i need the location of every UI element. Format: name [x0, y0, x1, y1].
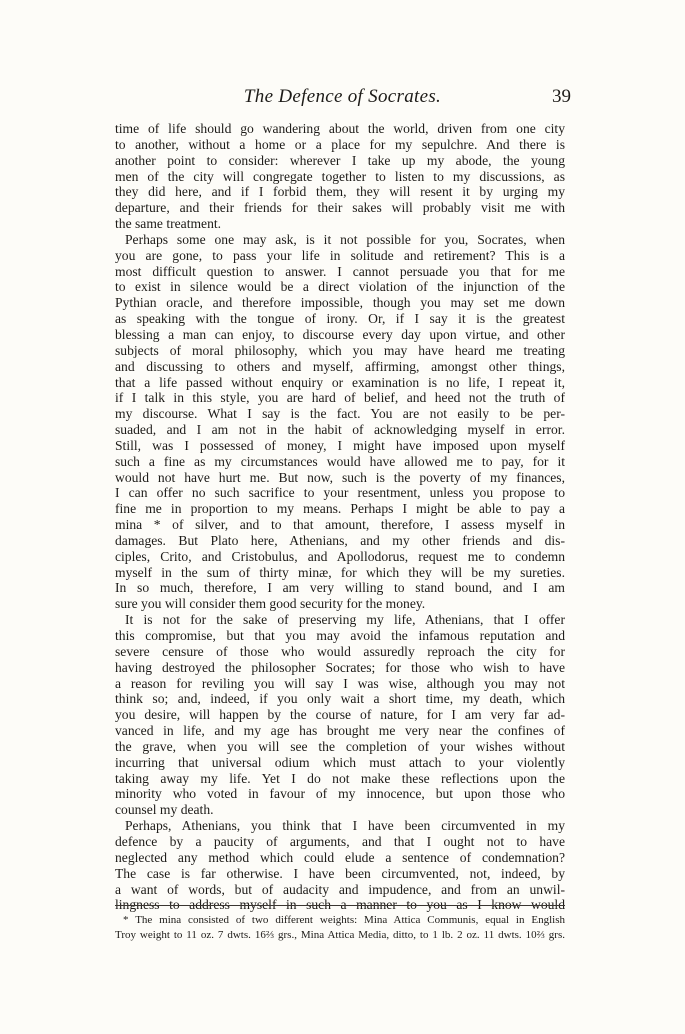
text-line: neglected any method which could elude a sentence of condemnation?: [115, 849, 565, 865]
running-title: The Defence of Socrates.: [243, 86, 442, 107]
text-line: Pythian oracle, and therefore impossible, though you may set me down: [115, 295, 565, 311]
text-line: you desire, will happen by the course of nature, for I am very far ad-: [115, 707, 565, 723]
text-line: another point to consider: wherever I take up my abode, the young: [115, 152, 565, 168]
paragraph-start-line: It is not for the sake of preserving my life, Athenians, that I offer: [125, 612, 565, 628]
text-line: Still, was I possessed of money, I might have imposed upon myself: [115, 437, 565, 453]
text-line: minority who voted in favour of my innocence, but upon those who: [115, 786, 565, 802]
text-line: severe censure of those who would assuredly reproach the city for: [115, 643, 565, 659]
text-line: sure you will consider them good security for the money.: [115, 596, 426, 612]
text-line: they did here, and if I forbid them, they will resent it by urging my: [115, 184, 565, 200]
text-line: the same treatment.: [115, 216, 222, 232]
text-line: suaded, and I am not in the habit of acknowledging myself in error.: [115, 422, 565, 438]
footnote-divider: [115, 905, 565, 906]
page-number: 39: [552, 86, 571, 107]
text-line: and discussing to others and myself, affirming, amongst other things,: [115, 358, 565, 374]
text-line: such a fine as my circumstances would have allowed me to pay, for it: [115, 453, 565, 469]
body-text: [115, 121, 565, 913]
text-line: I can offer no such sacrifice to your resentment, unless you propose to: [115, 485, 565, 501]
text-line: think so; and, indeed, if you only wait a short time, my death, which: [115, 691, 565, 707]
text-line: In so much, therefore, I am very willing to stand bound, and I am: [115, 580, 565, 596]
text-line: if I talk in this style, you are hard of belief, and heed not the truth of: [115, 390, 565, 406]
text-line: would not have hurt me. But now, such is the poverty of my finances,: [115, 469, 565, 485]
text-line: a reason for reviling you will say I was wise, although you may not: [115, 675, 565, 691]
footnote-line: * The mina consisted of two different weights: Mina Attica Communis, equal in English: [123, 914, 565, 926]
footnote: [115, 913, 565, 943]
text-line: taking away my life. Yet I do not make these reflections upon the: [115, 770, 565, 786]
text-line: departure, and their friends for their sakes will probably visit me with: [115, 200, 565, 216]
text-line: to another, without a home or a place for my sepulchre. And there is: [115, 136, 565, 152]
text-line: mina * of silver, and to that amount, therefore, I assess myself in: [115, 517, 565, 533]
text-line: a want of words, but of audacity and impudence, and from an unwil-: [115, 881, 565, 897]
text-line: as speaking with the tongue of irony. Or, if I say it is the greatest: [115, 311, 565, 327]
text-line: most difficult question to answer. I cannot persuade you that for me: [115, 263, 565, 279]
text-line: men of the city will congregate together to listen to my discussions, as: [115, 168, 565, 184]
text-line: to exist in silence would be a direct violation of the injunction of the: [115, 279, 565, 295]
text-line: having destroyed the philosopher Socrates; for those who wish to have: [115, 659, 565, 675]
text-line: you are gone, to pass your life in solitude and retirement? This is a: [115, 247, 565, 263]
text-line: ciples, Crito, and Cristobulus, and Apollodorus, request me to condemn: [115, 548, 565, 564]
paragraph-start-line: Perhaps some one may ask, is it not possible for you, Socrates, when: [125, 231, 565, 247]
text-line: myself in the sum of thirty minæ, for which they will be my sureties.: [115, 564, 565, 580]
page-header: [0, 86, 685, 112]
text-line: subjects of moral philosophy, which you may have heard me treating: [115, 342, 565, 358]
text-line: counsel my death.: [115, 802, 214, 818]
text-line: time of life should go wandering about the world, driven from one city: [115, 121, 565, 136]
text-line: the grave, when you will see the completion of your wishes without: [115, 738, 565, 754]
paragraph-start-line: Perhaps, Athenians, you think that I have been circumvented in my: [125, 818, 565, 834]
footnote-line: Troy weight to 11 oz. 7 dwts. 16⅔ grs., Mina Attica Media, ditto, to 1 lb. 2 oz. 11 dwts. 10⅔ grs.: [115, 929, 565, 941]
text-line: that a life passed without enquiry or examination is no life, I repeat it,: [115, 374, 565, 390]
text-line: damages. But Plato here, Athenians, and my other friends and dis-: [115, 532, 565, 548]
text-line: my discourse. What I say is the fact. You are not easily to be per-: [115, 406, 565, 422]
text-line: fine me in proportion to my means. Perhaps I might be able to pay a: [115, 501, 565, 517]
text-line: The case is far otherwise. I have been circumvented, not, indeed, by: [115, 865, 565, 881]
text-line: lingness to address myself in such a manner to you as I know would: [115, 897, 565, 913]
text-line: vanced in life, and my age has brought me very near the confines of: [115, 723, 565, 739]
text-line: incurring that universal odium which must attach to your violently: [115, 754, 565, 770]
text-line: this compromise, but that you may avoid the infamous reputation and: [115, 628, 565, 643]
text-line: defence by a paucity of arguments, and that I ought not to have: [115, 833, 565, 849]
text-line: blessing a man can enjoy, to discourse every day upon virtue, and other: [115, 326, 565, 342]
